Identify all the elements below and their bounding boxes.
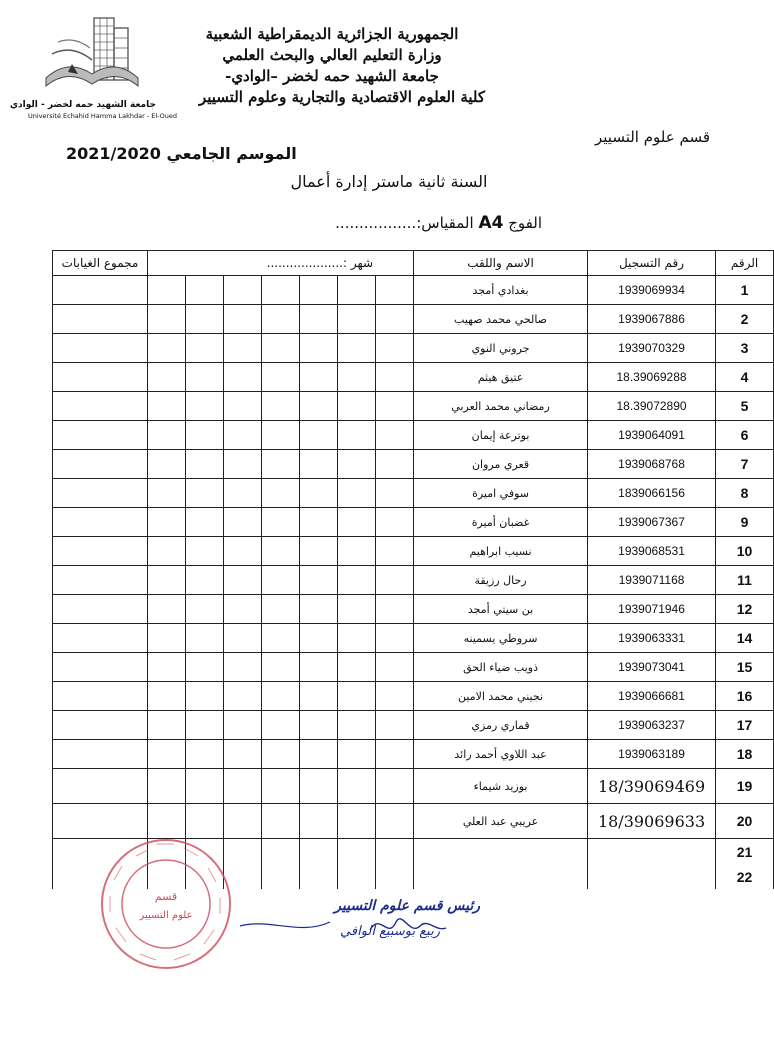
attendance-cell (262, 566, 300, 595)
signature-title: رئيس قسم علوم التسيير (334, 898, 480, 914)
registration-number: 1939071946 (588, 595, 716, 624)
student-name (414, 839, 588, 865)
header-republic: الجمهورية الجزائرية الديمقراطية الشعبية (205, 25, 459, 43)
attendance-cell (376, 624, 414, 653)
attendance-cell (300, 421, 338, 450)
attendance-cell (376, 334, 414, 363)
table-header-row (53, 251, 774, 276)
total-absences-cell (53, 624, 148, 653)
attendance-cell (262, 595, 300, 624)
attendance-cell (338, 450, 376, 479)
attendance-cell (186, 595, 224, 624)
attendance-cell (262, 711, 300, 740)
attendance-cell (338, 479, 376, 508)
attendance-cell (376, 740, 414, 769)
attendance-cell (186, 537, 224, 566)
registration-number: 18/39069469 (588, 769, 716, 804)
attendance-cell (262, 682, 300, 711)
registration-number: 18.39072890 (588, 392, 716, 421)
attendance-cell (262, 864, 300, 889)
attendance-cell (186, 508, 224, 537)
row-number: 11 (716, 566, 774, 595)
row-number: 1 (716, 276, 774, 305)
table-row (53, 450, 774, 479)
student-name: بن سيتي أمجد (414, 595, 588, 624)
total-absences-cell (53, 740, 148, 769)
attendance-cell (376, 392, 414, 421)
attendance-cell (376, 804, 414, 839)
attendance-cell (224, 740, 262, 769)
table-row (53, 566, 774, 595)
attendance-cell (300, 839, 338, 865)
row-number: 8 (716, 479, 774, 508)
header-full-name: الاسم واللقب (414, 251, 588, 276)
department-label: قسم علوم التسيير (595, 128, 710, 146)
attendance-cell (338, 711, 376, 740)
signature-scribble-icon (230, 892, 530, 952)
attendance-cell (186, 363, 224, 392)
attendance-cell (262, 839, 300, 865)
attendance-cell (224, 624, 262, 653)
attendance-cell (300, 392, 338, 421)
program-year (0, 172, 742, 191)
attendance-cell (224, 653, 262, 682)
attendance-cell (262, 537, 300, 566)
table-row (53, 305, 774, 334)
student-name: نسيب ابراهيم (414, 537, 588, 566)
attendance-cell (262, 421, 300, 450)
attendance-cell (148, 711, 186, 740)
total-absences-cell (53, 421, 148, 450)
faculty-stamp (96, 834, 236, 974)
attendance-cell (338, 334, 376, 363)
attendance-cell (376, 276, 414, 305)
attendance-cell (148, 624, 186, 653)
attendance-cell (186, 305, 224, 334)
table-row (53, 682, 774, 711)
attendance-cell (376, 479, 414, 508)
table-row (53, 537, 774, 566)
attendance-cell (148, 305, 186, 334)
attendance-rows (53, 276, 774, 890)
attendance-cell (300, 711, 338, 740)
attendance-cell (224, 276, 262, 305)
row-number: 14 (716, 624, 774, 653)
table-row (53, 769, 774, 804)
group-module-line (335, 213, 542, 233)
attendance-cell (376, 595, 414, 624)
attendance-cell (224, 421, 262, 450)
attendance-cell (224, 769, 262, 804)
row-number: 7 (716, 450, 774, 479)
attendance-cell (338, 864, 376, 889)
attendance-cell (338, 682, 376, 711)
attendance-cell (186, 421, 224, 450)
attendance-cell (186, 392, 224, 421)
row-number: 12 (716, 595, 774, 624)
attendance-cell (148, 421, 186, 450)
attendance-cell (338, 769, 376, 804)
attendance-cell (148, 537, 186, 566)
student-name (414, 864, 588, 889)
total-absences-cell (53, 595, 148, 624)
student-name: جروني النوي (414, 334, 588, 363)
table-row (53, 334, 774, 363)
attendance-cell (148, 595, 186, 624)
attendance-cell (300, 363, 338, 392)
header-number: الرقم (716, 251, 774, 276)
attendance-cell (300, 595, 338, 624)
attendance-cell (300, 864, 338, 889)
attendance-cell (262, 804, 300, 839)
attendance-cell (338, 653, 376, 682)
header-faculty: كلية العلوم الاقتصادية والتجارية وعلوم التسيير (198, 88, 486, 106)
stamp-center-1: قسم (154, 890, 178, 903)
table-row (53, 392, 774, 421)
row-number: 22 (716, 864, 774, 889)
attendance-cell (186, 566, 224, 595)
attendance-cell (376, 711, 414, 740)
student-name: سوفي اميرة (414, 479, 588, 508)
header-ministry: وزارة التعليم العالي والبحث العلمي (222, 46, 442, 64)
attendance-cell (224, 537, 262, 566)
attendance-cell (376, 682, 414, 711)
attendance-cell (300, 479, 338, 508)
attendance-cell (148, 276, 186, 305)
header-registration: رقم التسجيل (588, 251, 716, 276)
row-number: 21 (716, 839, 774, 865)
student-name: سروطي يسمينه (414, 624, 588, 653)
attendance-cell (148, 363, 186, 392)
student-name: رحال رزيقة (414, 566, 588, 595)
attendance-cell (376, 566, 414, 595)
student-name: عريبي عبد العلي (414, 804, 588, 839)
attendance-cell (148, 653, 186, 682)
total-absences-cell (53, 450, 148, 479)
student-name: بوترعة إيمان (414, 421, 588, 450)
registration-number: 1939070329 (588, 334, 716, 363)
table-row (53, 653, 774, 682)
student-name: قعري مروان (414, 450, 588, 479)
student-name: عبد اللاوي أحمد رائد (414, 740, 588, 769)
registration-number (588, 864, 716, 889)
attendance-cell (186, 624, 224, 653)
row-number: 9 (716, 508, 774, 537)
attendance-cell (338, 421, 376, 450)
attendance-cell (300, 508, 338, 537)
total-absences-cell (53, 508, 148, 537)
attendance-cell (186, 740, 224, 769)
attendance-table (52, 250, 774, 889)
attendance-cell (338, 305, 376, 334)
total-absences-cell (53, 537, 148, 566)
table-row (53, 740, 774, 769)
registration-number: 1839066156 (588, 479, 716, 508)
table-row (53, 624, 774, 653)
attendance-cell (338, 508, 376, 537)
table-row (53, 276, 774, 305)
attendance-cell (262, 450, 300, 479)
attendance-cell (300, 276, 338, 305)
attendance-cell (338, 595, 376, 624)
student-name: صالحي محمد صهيب (414, 305, 588, 334)
attendance-cell (186, 479, 224, 508)
attendance-cell (224, 334, 262, 363)
registration-number: 1939073041 (588, 653, 716, 682)
row-number: 20 (716, 804, 774, 839)
table-row (53, 595, 774, 624)
attendance-cell (262, 624, 300, 653)
attendance-cell (186, 653, 224, 682)
header-total-absences: مجموع الغيابات (53, 251, 148, 276)
signature-name: ربيع بوسبيع الوافي (340, 924, 440, 939)
table-row (53, 711, 774, 740)
student-name: بوزيد شيماء (414, 769, 588, 804)
attendance-cell (186, 276, 224, 305)
module-label: المقياس:................. (335, 214, 474, 232)
total-absences-cell (53, 392, 148, 421)
attendance-cell (224, 450, 262, 479)
student-name: غضبان أميرة (414, 508, 588, 537)
logo-caption-french: Université Echahid Hamma Lakhdar - El-Oued (28, 112, 178, 120)
attendance-cell (300, 566, 338, 595)
total-absences-cell (53, 276, 148, 305)
registration-number: 1939063189 (588, 740, 716, 769)
attendance-cell (338, 804, 376, 839)
row-number: 10 (716, 537, 774, 566)
header-university: جامعة الشهيد حمه لخضر –الوادي- (225, 67, 439, 85)
group-label: الفوج (508, 214, 542, 232)
attendance-cell (376, 421, 414, 450)
attendance-cell (300, 305, 338, 334)
academic-season: الموسم الجامعي 2021/2020 (66, 144, 297, 163)
total-absences-cell (53, 334, 148, 363)
attendance-cell (224, 305, 262, 334)
registration-number: 1939071168 (588, 566, 716, 595)
total-absences-cell (53, 711, 148, 740)
registration-number: 18/39069633 (588, 804, 716, 839)
attendance-cell (300, 537, 338, 566)
student-name: عتيق هيثم (414, 363, 588, 392)
attendance-cell (338, 566, 376, 595)
attendance-cell (224, 566, 262, 595)
row-number: 16 (716, 682, 774, 711)
attendance-cell (186, 769, 224, 804)
attendance-cell (262, 334, 300, 363)
attendance-cell (300, 769, 338, 804)
row-number: 15 (716, 653, 774, 682)
table-row (53, 363, 774, 392)
attendance-cell (224, 711, 262, 740)
attendance-cell (148, 740, 186, 769)
attendance-cell (186, 334, 224, 363)
attendance-cell (338, 392, 376, 421)
attendance-cell (148, 450, 186, 479)
student-name: ذويب ضياء الحق (414, 653, 588, 682)
student-name: نجيني محمد الامين (414, 682, 588, 711)
attendance-cell (224, 682, 262, 711)
attendance-cell (300, 740, 338, 769)
registration-number: 1939067886 (588, 305, 716, 334)
attendance-cell (338, 740, 376, 769)
attendance-cell (376, 537, 414, 566)
attendance-cell (262, 508, 300, 537)
total-absences-cell (53, 682, 148, 711)
attendance-cell (376, 839, 414, 865)
registration-number: 1939067367 (588, 508, 716, 537)
row-number: 6 (716, 421, 774, 450)
attendance-cell (262, 305, 300, 334)
attendance-cell (224, 595, 262, 624)
attendance-cell (376, 508, 414, 537)
attendance-cell (376, 653, 414, 682)
stamp-center-2: علوم التسيير (139, 910, 193, 921)
table-row (53, 421, 774, 450)
attendance-cell (148, 479, 186, 508)
attendance-cell (186, 711, 224, 740)
attendance-cell (376, 769, 414, 804)
registration-number: 1939069934 (588, 276, 716, 305)
registration-number (588, 839, 716, 865)
logo-caption-arabic: جامعة الشهيد حمه لخضر - الوادي (9, 100, 156, 110)
row-number: 17 (716, 711, 774, 740)
registration-number: 1939066681 (588, 682, 716, 711)
attendance-cell (148, 566, 186, 595)
row-number: 18 (716, 740, 774, 769)
table-row (53, 508, 774, 537)
signature-block (230, 892, 530, 952)
registration-number: 1939063237 (588, 711, 716, 740)
attendance-cell (376, 864, 414, 889)
attendance-cell (300, 334, 338, 363)
attendance-cell (262, 276, 300, 305)
student-name: قماري رمزي (414, 711, 588, 740)
attendance-cell (338, 363, 376, 392)
total-absences-cell (53, 566, 148, 595)
attendance-cell (300, 624, 338, 653)
program-year-text: السنة ثانية ماستر إدارة أعمال (290, 172, 488, 191)
attendance-cell (300, 450, 338, 479)
total-absences-cell (53, 305, 148, 334)
total-absences-cell (53, 363, 148, 392)
row-number: 3 (716, 334, 774, 363)
attendance-cell (186, 450, 224, 479)
student-name: رمضاني محمد العربي (414, 392, 588, 421)
total-absences-cell (53, 479, 148, 508)
attendance-cell (224, 508, 262, 537)
total-absences-cell (53, 769, 148, 804)
registration-number: 1939068531 (588, 537, 716, 566)
group-value: A4 (478, 213, 504, 233)
row-number: 19 (716, 769, 774, 804)
attendance-cell (262, 392, 300, 421)
attendance-cell (376, 363, 414, 392)
registration-number: 1939063331 (588, 624, 716, 653)
attendance-cell (148, 769, 186, 804)
attendance-cell (376, 305, 414, 334)
attendance-cell (338, 537, 376, 566)
attendance-cell (224, 363, 262, 392)
attendance-cell (262, 653, 300, 682)
attendance-cell (148, 392, 186, 421)
student-name: بغدادي أمجد (414, 276, 588, 305)
attendance-cell (262, 363, 300, 392)
registration-number: 1939064091 (588, 421, 716, 450)
row-number: 4 (716, 363, 774, 392)
attendance-cell (376, 450, 414, 479)
attendance-cell (148, 334, 186, 363)
attendance-cell (338, 276, 376, 305)
table-row (53, 479, 774, 508)
attendance-cell (300, 804, 338, 839)
registration-number: 1939068768 (588, 450, 716, 479)
attendance-cell (186, 682, 224, 711)
attendance-cell (300, 653, 338, 682)
registration-number: 18.39069288 (588, 363, 716, 392)
attendance-cell (148, 682, 186, 711)
attendance-cell (338, 624, 376, 653)
attendance-cell (300, 682, 338, 711)
attendance-cell (262, 740, 300, 769)
attendance-cell (262, 479, 300, 508)
header-month: شهر :.................... (148, 251, 414, 276)
total-absences-cell (53, 653, 148, 682)
row-number: 2 (716, 305, 774, 334)
attendance-cell (148, 508, 186, 537)
attendance-cell (224, 479, 262, 508)
attendance-cell (224, 392, 262, 421)
attendance-cell (338, 839, 376, 865)
attendance-cell (262, 769, 300, 804)
row-number: 5 (716, 392, 774, 421)
